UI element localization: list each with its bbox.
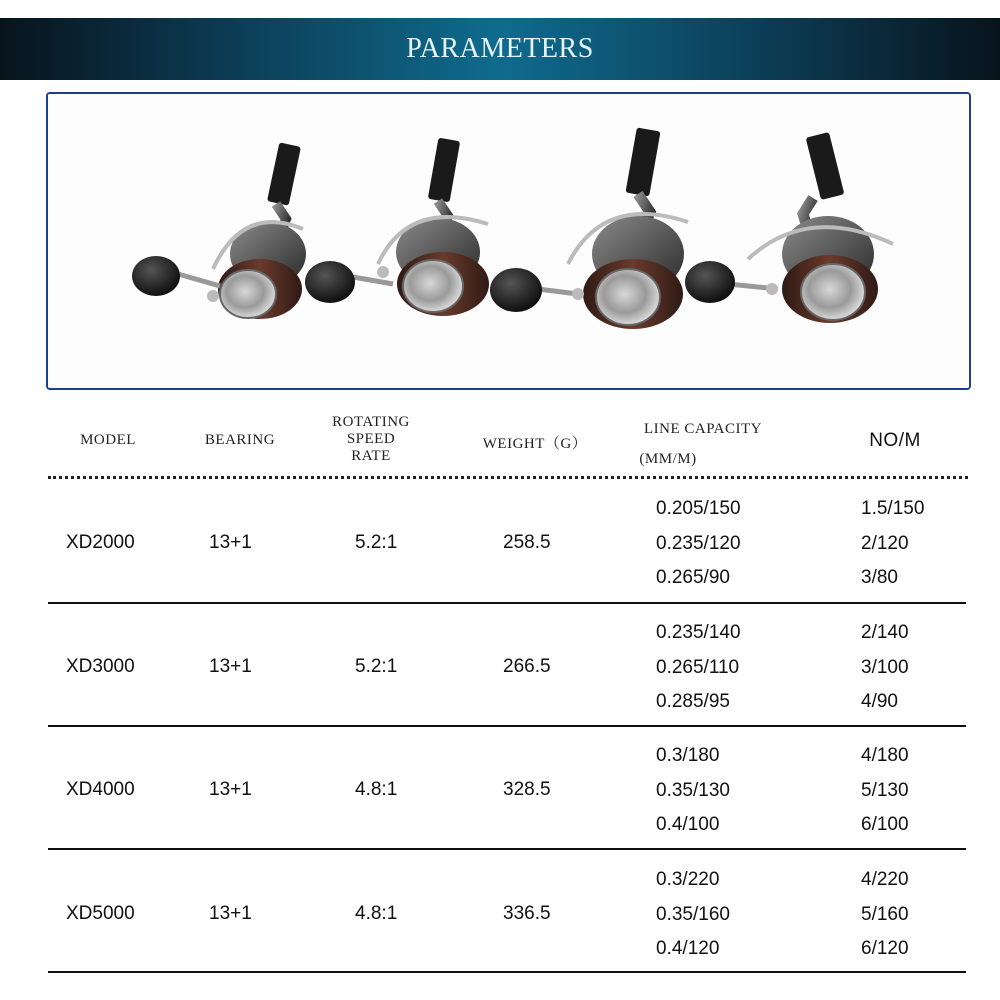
- row-weight: 258.5: [503, 532, 551, 553]
- header-model: MODEL: [80, 432, 136, 448]
- header-weight: WEIGHT（G）: [482, 436, 588, 452]
- row-weight: 336.5: [503, 903, 551, 924]
- row-divider: [48, 602, 966, 604]
- row-model: XD2000: [66, 532, 135, 553]
- row-no-m: [861, 616, 909, 720]
- capacity-value: 0.3/180: [656, 745, 720, 766]
- header-speed-line2: SPEED: [346, 431, 396, 447]
- row-model: XD3000: [66, 656, 135, 677]
- row-no-m: [861, 492, 924, 596]
- table-header: [0, 408, 1000, 474]
- table-row: [0, 614, 1000, 734]
- header-line-capacity: [618, 414, 788, 474]
- row-model: XD5000: [66, 903, 135, 924]
- capacity-value: 0.285/95: [656, 691, 730, 712]
- table-row: [0, 490, 1000, 610]
- capacity-value: 0.4/100: [656, 814, 720, 835]
- capacity-value: 0.265/90: [656, 567, 730, 588]
- nom-value: 4/180: [861, 745, 909, 766]
- capacity-value: 0.265/110: [656, 656, 740, 678]
- reels-illustration: [48, 94, 969, 388]
- row-speed: 4.8:1: [355, 903, 398, 924]
- header-bearing: BEARING: [204, 432, 276, 448]
- row-speed: 5.2:1: [355, 532, 398, 553]
- row-model: XD4000: [66, 779, 135, 800]
- row-line-capacity: [656, 616, 741, 720]
- capacity-value: 0.205/150: [656, 498, 741, 519]
- header-rotating-speed-rate: [316, 414, 426, 465]
- nom-value: 2/120: [861, 532, 909, 554]
- parameters-banner: [0, 18, 1000, 80]
- row-bearing: 13+1: [209, 779, 252, 800]
- capacity-value: 0.4/120: [656, 938, 720, 959]
- row-bearing: 13+1: [209, 656, 252, 677]
- table-row: [0, 861, 1000, 981]
- row-weight: 266.5: [503, 656, 551, 677]
- row-bearing: 13+1: [209, 903, 252, 924]
- table-row: [0, 737, 1000, 857]
- nom-value: 3/80: [861, 567, 898, 588]
- capacity-value: 0.235/140: [656, 622, 741, 643]
- row-no-m: [861, 863, 909, 967]
- header-capacity-line2: (MM/M): [639, 451, 697, 467]
- header-speed-line3: RATE: [351, 448, 391, 464]
- nom-value: 1.5/150: [861, 498, 925, 519]
- header-dotted-divider: [48, 476, 968, 479]
- nom-value: 5/130: [861, 779, 909, 801]
- row-line-capacity: [656, 739, 730, 843]
- row-bearing: 13+1: [209, 532, 252, 553]
- row-line-capacity: [656, 492, 741, 596]
- header-capacity-line1: LINE CAPACITY: [643, 421, 763, 437]
- nom-value: 4/90: [861, 691, 898, 712]
- capacity-value: 0.3/220: [656, 869, 720, 890]
- capacity-value: 0.35/130: [656, 779, 730, 801]
- nom-value: 5/160: [861, 903, 909, 925]
- product-photo-frame: [46, 92, 971, 390]
- nom-value: 4/220: [861, 869, 909, 890]
- banner-title: PARAMETERS: [406, 33, 594, 64]
- capacity-value: 0.235/120: [656, 532, 741, 554]
- row-divider: [48, 848, 966, 850]
- row-line-capacity: [656, 863, 730, 967]
- row-weight: 328.5: [503, 779, 551, 800]
- row-no-m: [861, 739, 909, 843]
- header-no-m: NO/M: [869, 430, 921, 451]
- row-speed: 4.8:1: [355, 779, 398, 800]
- header-speed-line1: ROTATING: [332, 414, 410, 430]
- capacity-value: 0.35/160: [656, 903, 730, 925]
- nom-value: 6/120: [861, 938, 909, 959]
- nom-value: 6/100: [861, 814, 909, 835]
- row-divider: [48, 971, 966, 973]
- nom-value: 3/100: [861, 656, 909, 678]
- row-divider: [48, 725, 966, 727]
- nom-value: 2/140: [861, 622, 909, 643]
- row-speed: 5.2:1: [355, 656, 398, 677]
